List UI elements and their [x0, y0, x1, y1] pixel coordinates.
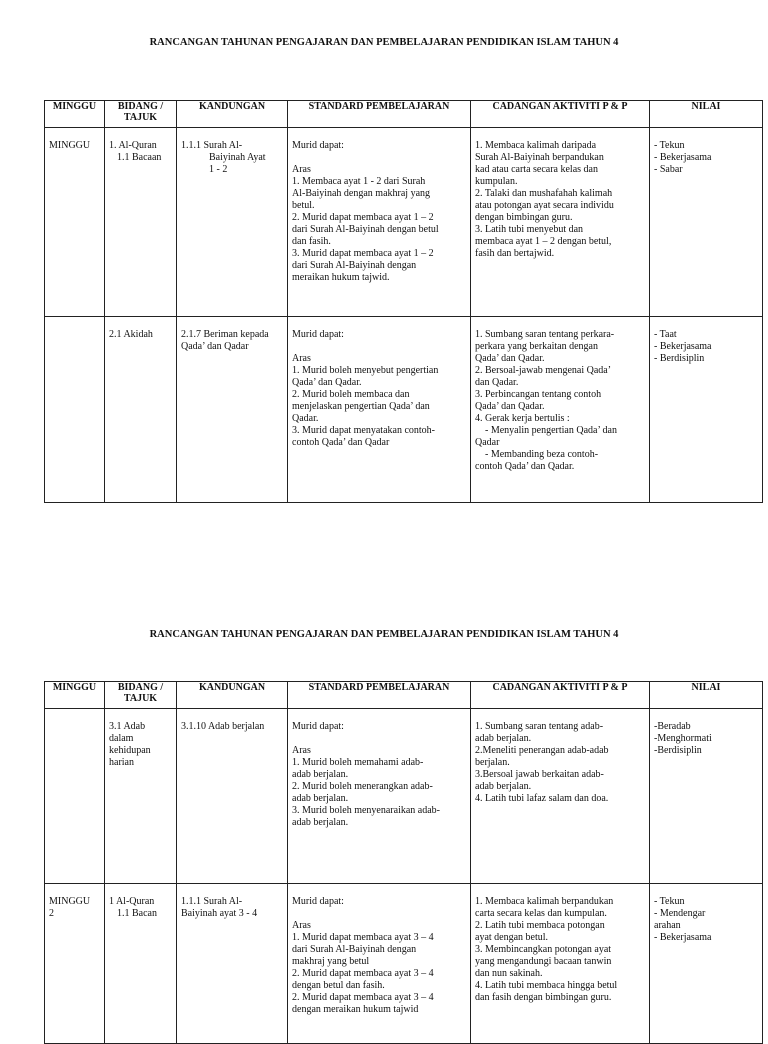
cell-text-line: fasih dan bertajwid. — [475, 248, 555, 259]
cell-text-line: kehidupan — [109, 745, 151, 756]
cell-text-line: kad atau carta secara kelas dan — [475, 164, 598, 175]
table-header-row — [45, 682, 763, 709]
header-standard: STANDARD PEMBELAJARAN — [288, 682, 471, 709]
cell-kandungan — [177, 128, 288, 317]
cell-text-line: adab berjalan. — [475, 733, 532, 744]
cell-bidang — [105, 884, 177, 1044]
header-nilai: NILAI — [650, 101, 763, 128]
cell-text-line: Aras — [292, 920, 311, 931]
cell-text-line: - Taat — [654, 329, 677, 340]
header-kandungan: KANDUNGAN — [177, 682, 288, 709]
cell-text-line: 3. Murid boleh menyenaraikan adab- — [292, 805, 441, 816]
cell-text-line: 1. Membaca ayat 1 - 2 dari Surah — [292, 176, 426, 187]
cell-text-line: 1. Sumbang saran tentang adab- — [475, 721, 604, 732]
page-title: RANCANGAN TAHUNAN PENGAJARAN DAN PEMBELAJARAN PENDIDIKAN ISLAM TAHUN 4 — [149, 37, 619, 48]
cell-text-line: 2. Murid boleh menerangkan adab- — [292, 781, 433, 792]
cell-text-line: dan Qadar. — [475, 377, 519, 388]
cell-text-line: 2. Latih tubi membaca potongan — [475, 920, 605, 931]
cell-text-line: 1. Murid boleh menyebut pengertian — [292, 365, 439, 376]
cell-text-line: 1.1.1 Surah Al- — [181, 896, 243, 907]
cell-text-line: Qadar — [475, 437, 500, 448]
cell-kandungan — [177, 317, 288, 503]
table-row — [45, 128, 763, 317]
cell-text-line: dan fasih dengan bimbingan guru. — [475, 992, 612, 1003]
cell-bidang — [105, 317, 177, 503]
cell-text-line: dengan betul dan fasih. — [292, 980, 385, 991]
cell-standard — [288, 317, 471, 503]
cell-text-line: 3. Murid dapat membaca ayat 1 – 2 — [292, 248, 434, 259]
cell-text-line: meraikan hukum tajwid. — [292, 272, 390, 283]
cell-text-line: dalam — [109, 733, 134, 744]
table-row — [45, 884, 763, 1044]
cell-text-line: 3. Latih tubi menyebut dan — [475, 224, 584, 235]
cell-text-line: harian — [109, 757, 134, 768]
cell-standard — [288, 709, 471, 884]
cell-text-line: 1. Murid dapat membaca ayat 3 – 4 — [292, 932, 434, 943]
cell-text-line: 2. Talaki dan mushafahah kalimah — [475, 188, 613, 199]
cell-text-line: dan fasih. — [292, 236, 331, 247]
cell-text-line: - Bekerjasama — [654, 341, 712, 352]
cell-text-line: 2.Meneliti penerangan adab-adab — [475, 745, 609, 756]
cell-text-line: 3.Bersoal jawab berkaitan adab- — [475, 769, 604, 780]
cell-text-line: contoh Qada’ dan Qadar — [292, 437, 390, 448]
cell-text-line: Baiyinah ayat 3 - 4 — [181, 908, 258, 919]
cell-text-line: -Berdisiplin — [654, 745, 702, 756]
cell-text-line: Aras — [292, 745, 311, 756]
cell-text-line: betul. — [292, 200, 315, 211]
cell-standard — [288, 884, 471, 1044]
cell-text-line: 4. Gerak kerja bertulis : — [475, 413, 570, 424]
cell-nilai — [650, 884, 763, 1044]
cell-text-line: 2 — [49, 908, 54, 919]
cell-nilai — [650, 709, 763, 884]
cell-text-line: 2. Bersoal-jawab mengenai Qada’ — [475, 365, 612, 376]
cell-text-line: 2.1 Akidah — [109, 329, 153, 340]
cell-text-line: ayat dengan betul. — [475, 932, 549, 943]
table-header-row — [45, 101, 763, 128]
cell-text-line: dan nun sakinah. — [475, 968, 543, 979]
cell-bidang — [105, 709, 177, 884]
yearly-plan-table-1 — [44, 100, 763, 503]
cell-text-line: 3. Perbincangan tentang contoh — [475, 389, 602, 400]
table-row — [45, 709, 763, 884]
cell-cadangan — [471, 128, 650, 317]
cell-text-line: Murid dapat: — [292, 896, 344, 907]
cell-text-line: - Mendengar — [654, 908, 706, 919]
cell-nilai — [650, 128, 763, 317]
cell-text-line: kumpulan. — [475, 176, 518, 187]
cell-text-line: atau potongan ayat secara individu — [475, 200, 614, 211]
cell-text-line: MINGGU — [49, 896, 91, 907]
cell-text-line: 2.1.7 Beriman kepada — [181, 329, 269, 340]
cell-text-line: - Bekerjasama — [654, 152, 712, 163]
cell-text-line: 1. Membaca kalimah berpandukan — [475, 896, 614, 907]
cell-text-line: - Bekerjasama — [654, 932, 712, 943]
cell-text-line: 1.1.1 Surah Al- — [181, 140, 243, 151]
cell-text-line: Al-Baiyinah dengan makhraj yang — [292, 188, 431, 199]
cell-text-line: - Membanding beza contoh- — [475, 449, 599, 460]
cell-text-line: dengan meraikan hukum tajwid — [292, 1004, 419, 1015]
cell-cadangan — [471, 709, 650, 884]
cell-text-line: 1 Al-Quran — [109, 896, 155, 907]
cell-minggu: MINGGU — [45, 128, 105, 317]
table-row — [45, 317, 763, 503]
cell-text-line: adab berjalan. — [292, 817, 349, 828]
cell-text-line: Murid dapat: — [292, 140, 344, 151]
cell-text-line: adab berjalan. — [292, 793, 349, 804]
page-title-2: RANCANGAN TAHUNAN PENGAJARAN DAN PEMBELAJARAN PENDIDIKAN ISLAM TAHUN 4 — [149, 629, 619, 640]
cell-text-line: berjalan. — [475, 757, 510, 768]
cell-minggu — [45, 709, 105, 884]
cell-standard — [288, 128, 471, 317]
header-bidang-tajuk: BIDANG / TAJUK — [105, 682, 177, 709]
cell-text-line: - Sabar — [654, 164, 683, 175]
cell-text-line: 3.1 Adab — [109, 721, 146, 732]
cell-text-line: - Menyalin pengertian Qada’ dan — [475, 425, 617, 436]
cell-text-line: menjelaskan pengertian Qada’ dan — [292, 401, 430, 412]
cell-cadangan — [471, 317, 650, 503]
cell-text-line: contoh Qada’ dan Qadar. — [475, 461, 575, 472]
cell-text-line: 2. Murid dapat membaca ayat 1 – 2 — [292, 212, 434, 223]
cell-text-line: yang mengandungi bacaan tanwin — [475, 956, 612, 967]
header-cadangan: CADANGAN AKTIVITI P & P — [471, 101, 650, 128]
header-minggu: MINGGU — [45, 682, 105, 709]
cell-text-line: 4. Latih tubi membaca hingga betul — [475, 980, 618, 991]
cell-text-line: 1. Al-Quran — [109, 140, 157, 151]
cell-text-line: - Tekun — [654, 140, 685, 151]
cell-text-line: Qada’ dan Qadar. — [475, 353, 545, 364]
header-nilai: NILAI — [650, 682, 763, 709]
cell-text-line: arahan — [654, 920, 681, 931]
cell-text-line: 1.1 Bacan — [117, 908, 157, 919]
cell-text-line: 1. Murid boleh memahami adab- — [292, 757, 424, 768]
cell-text-line: 2. Murid dapat membaca ayat 3 – 4 — [292, 992, 434, 1003]
cell-text-line: dengan bimbingan guru. — [475, 212, 573, 223]
header-standard: STANDARD PEMBELAJARAN — [288, 101, 471, 128]
header-minggu: MINGGU — [45, 101, 105, 128]
cell-text-line: membaca ayat 1 – 2 dengan betul, — [475, 236, 612, 247]
cell-text-line: dari Surah Al-Baiyinah dengan — [292, 260, 417, 271]
cell-kandungan — [177, 884, 288, 1044]
header-cadangan: CADANGAN AKTIVITI P & P — [471, 682, 650, 709]
cell-text-line: 4. Latih tubi lafaz salam dan doa. — [475, 793, 609, 804]
cell-text-line: makhraj yang betul — [292, 956, 370, 967]
header-bidang-tajuk: BIDANG / TAJUK — [105, 101, 177, 128]
cell-nilai — [650, 317, 763, 503]
cell-text-line: 1.1 Bacaan — [117, 152, 162, 163]
cell-text-line: adab berjalan. — [292, 769, 349, 780]
cell-text-line: 2. Murid boleh membaca dan — [292, 389, 410, 400]
cell-text-line: 3. Murid dapat menyatakan contoh- — [292, 425, 436, 436]
cell-kandungan — [177, 709, 288, 884]
cell-text-line: -Menghormati — [654, 733, 712, 744]
cell-text-line: - Tekun — [654, 896, 685, 907]
cell-text-line: Murid dapat: — [292, 721, 344, 732]
cell-text-line: 1. Membaca kalimah daripada — [475, 140, 597, 151]
cell-text-line: Qada’ dan Qadar. — [475, 401, 545, 412]
cell-text-line: - Berdisiplin — [654, 353, 705, 364]
yearly-plan-table-2 — [44, 681, 763, 1044]
cell-text-line: adab berjalan. — [475, 781, 532, 792]
cell-text-line: 1 - 2 — [209, 164, 228, 175]
cell-text-line: Aras — [292, 164, 311, 175]
cell-text-line: dari Surah Al-Baiyinah dengan — [292, 944, 417, 955]
cell-text-line: -Beradab — [654, 721, 691, 732]
cell-minggu — [45, 884, 105, 1044]
cell-cadangan — [471, 884, 650, 1044]
cell-text-line: Surah Al-Baiyinah berpandukan — [475, 152, 604, 163]
cell-text-line: Qadar. — [292, 413, 319, 424]
header-kandungan: KANDUNGAN — [177, 101, 288, 128]
cell-text-line: Qada’ dan Qadar — [181, 341, 249, 352]
cell-text-line: Qada’ dan Qadar. — [292, 377, 362, 388]
cell-text-line: dari Surah Al-Baiyinah dengan betul — [292, 224, 439, 235]
cell-text-line: carta secara kelas dan kumpulan. — [475, 908, 607, 919]
cell-text-line: 2. Murid dapat membaca ayat 3 – 4 — [292, 968, 434, 979]
cell-text-line: Aras — [292, 353, 311, 364]
cell-text-line: perkara yang berkaitan dengan — [475, 341, 598, 352]
cell-text-line: Murid dapat: — [292, 329, 344, 340]
cell-text-line: 3. Membincangkan potongan ayat — [475, 944, 612, 955]
cell-minggu — [45, 317, 105, 503]
cell-text-line: Baiyinah Ayat — [209, 152, 266, 163]
cell-bidang — [105, 128, 177, 317]
cell-text-line: 1. Sumbang saran tentang perkara- — [475, 329, 615, 340]
cell-text-line: 3.1.10 Adab berjalan — [181, 721, 265, 732]
